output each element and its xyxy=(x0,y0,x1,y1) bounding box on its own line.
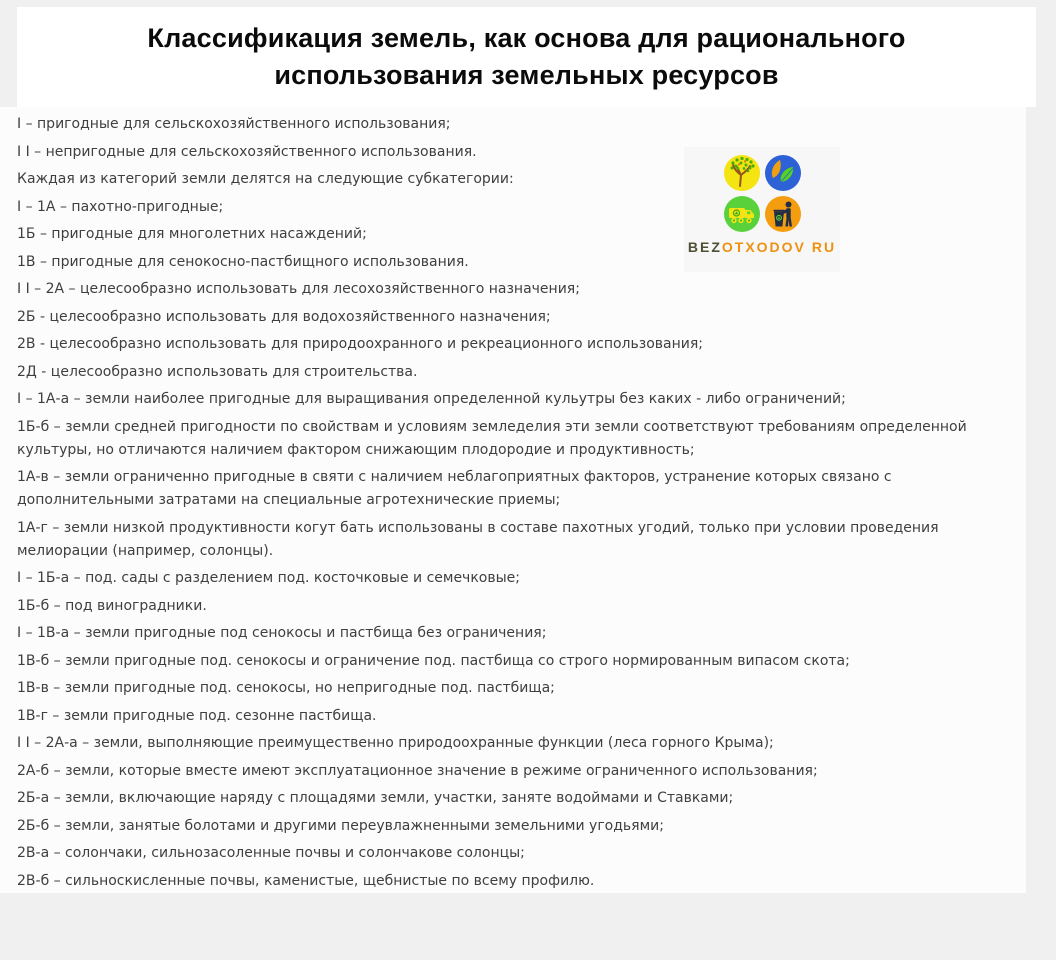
logo-icon-grid xyxy=(724,155,801,232)
classification-item: 2В-б – сильноскисленные почвы, каменистые, щебнистые по всему профилю. xyxy=(17,872,595,889)
classification-item: 1Б-б – под виноградники. xyxy=(17,597,207,614)
logo-wordmark-ru: RU xyxy=(811,239,837,255)
classification-item: I I – 2А-а – земли, выполняющие преимущественно природоохранные функции (леса горного Крыма); xyxy=(17,735,774,751)
classification-item: 1В-г – земли пригодные под. сезонне пастбища. xyxy=(17,707,377,724)
logo-wordmark-bez: BEZ xyxy=(687,239,722,255)
classification-item: 2В-а – солончаки, сильнозасоленные почвы и солончакове солонцы; xyxy=(17,845,525,861)
classification-item: 1В – пригодные для сенокосно-пастбищного использования. xyxy=(17,253,469,270)
page-title-line-1: Классификация земель, как основа для рационального xyxy=(147,23,906,53)
page-title xyxy=(17,20,1036,94)
classification-item: I – 1А – пахотно-пригодные; xyxy=(17,198,224,215)
tree-icon xyxy=(724,155,760,191)
classification-item: I – пригодные для сельскохозяйственного использования; xyxy=(17,116,451,132)
classification-item: 1Б – пригодные для многолетних насаждений; xyxy=(17,226,367,242)
classification-item: I I – 2А – целесообразно использовать для лесохозяйственного назначения; xyxy=(17,281,580,297)
page-title-line-2: использования земельных ресурсов xyxy=(274,60,779,90)
classification-item: 1В-б – земли пригодные под. сенокосы и ограничение под. пастбища со строго нормированным випасом скота; xyxy=(17,652,850,669)
title-card xyxy=(17,7,1036,107)
bezotxodov-logo xyxy=(684,147,840,272)
classification-item: 1В-в – земли пригодные под. сенокосы, но непригодные под. пастбища; xyxy=(17,680,555,696)
recycling-truck-icon xyxy=(724,196,760,232)
person-trash-bin-icon xyxy=(765,196,801,232)
logo-wordmark-otxodov: OTXODOV xyxy=(721,239,806,255)
classification-item: 2А-б – земли, которые вместе имеют эксплуатационное значение в режиме ограниченного использования; xyxy=(17,762,818,779)
classification-item: 2Б-б – земли, занятые болотами и другими переувлажненными земельними угодьями; xyxy=(17,817,664,834)
classification-item: 2Б - целесообразно использовать для водохозяйственного назначения; xyxy=(17,308,551,325)
classification-item: Каждая из категорий земли делятся на следующие субкатегории: xyxy=(17,171,514,187)
classification-item: 1Б-б – земли средней пригодности по свойствам и условиям земледелия эти земли соответствуют требованиям определенной культуры, но отличаются наличием фактором снижающим плодородие и продуктивность; xyxy=(17,418,967,458)
classification-item: I – 1Б-а – под. сады с разделением под. косточковые и семечковые; xyxy=(17,570,520,586)
classification-item: I – 1В-а – земли пригодные под сенокосы и пастбища без ограничения; xyxy=(17,625,547,641)
classification-item: 1А-в – земли ограниченно пригодные в святи с наличием неблагоприятных факторов, устранение которых связано с дополнительными затратами на специальные агротехнические приемы; xyxy=(17,469,892,508)
classification-item: I I – непригодные для сельскохозяйственного использования. xyxy=(17,143,477,160)
classification-item: 2В - целесообразно использовать для природоохранного и рекреационного использования; xyxy=(17,336,703,352)
classification-item: 1А-г – земли низкой продуктивности когут бать использованы в составе пахотных угодий, только при условии проведения мелиорации (например, солонцы). xyxy=(17,519,939,559)
article-body xyxy=(0,107,1026,893)
leaves-icon xyxy=(765,155,801,191)
logo-wordmark xyxy=(688,239,836,255)
classification-item: 2Б-а – земли, включающие наряду с площадями земли, участки, заняте водоймами и Ставками; xyxy=(17,790,734,806)
classification-item: 2Д - целесообразно использовать для строительства. xyxy=(17,363,418,380)
classification-item: I – 1А-а – земли наиболее пригодные для выращивания определенной кульутры без каких - либо ограничений; xyxy=(17,391,846,407)
